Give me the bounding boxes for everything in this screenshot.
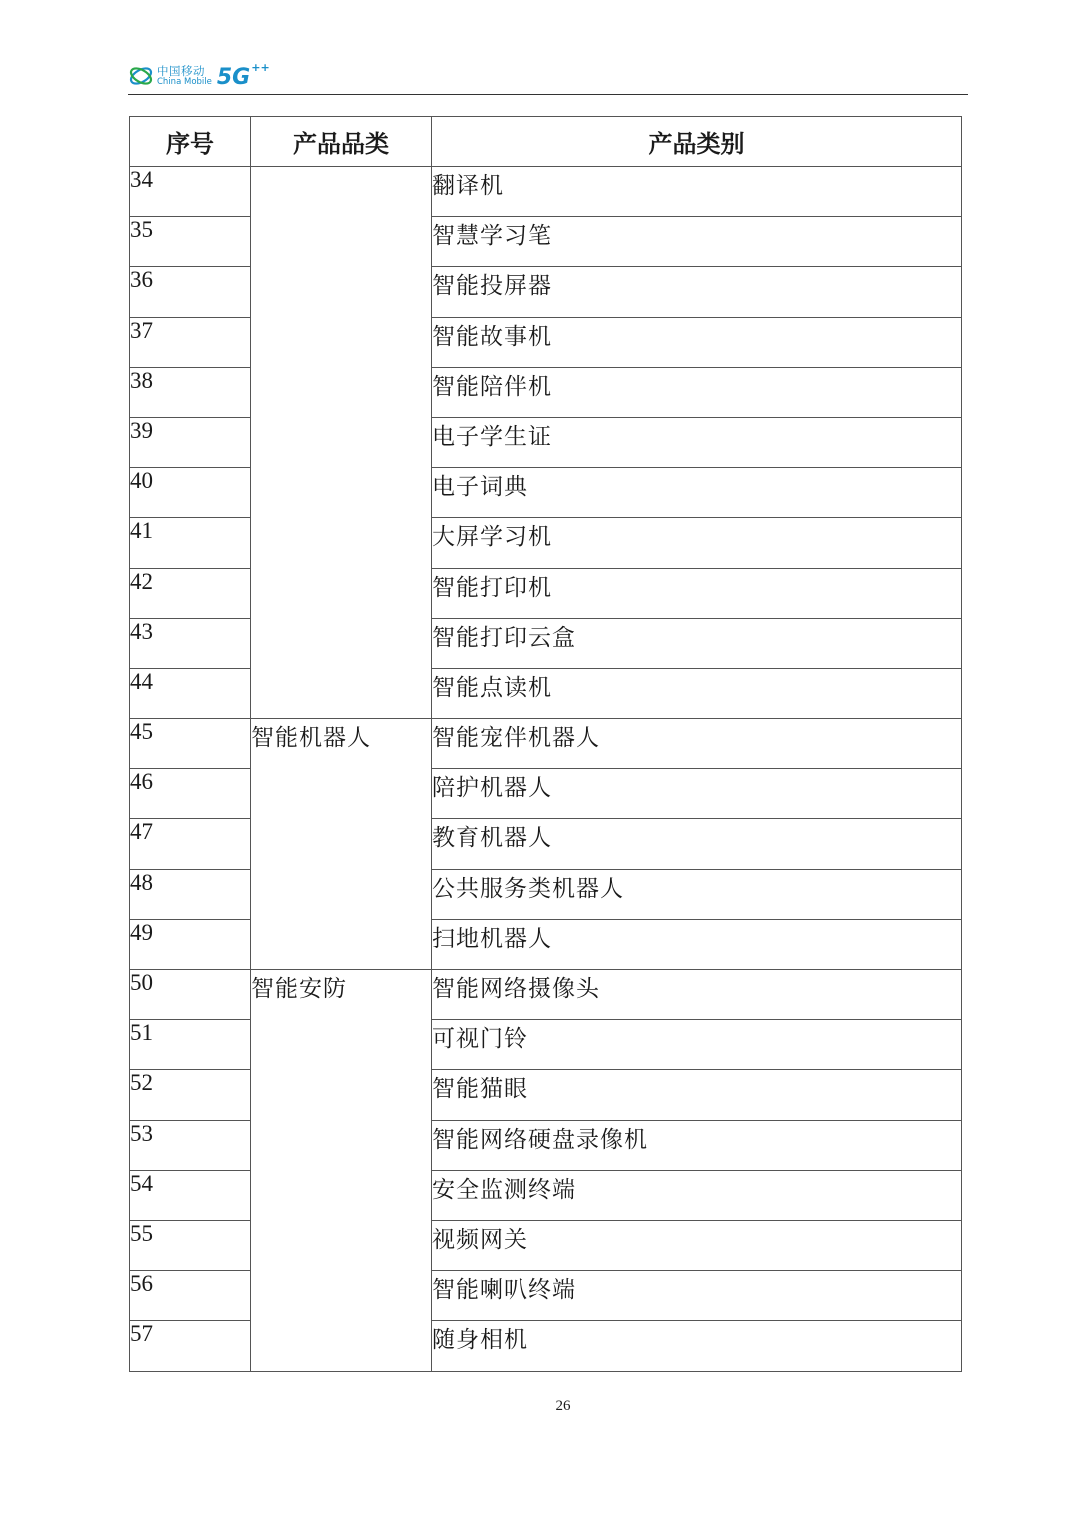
row-number: 44	[130, 668, 251, 718]
row-number: 54	[130, 1170, 251, 1220]
row-number: 37	[130, 317, 251, 367]
product-type-cell: 智能点读机	[432, 668, 962, 718]
product-type-cell: 扫地机器人	[432, 919, 962, 969]
row-number: 49	[130, 919, 251, 969]
product-type-cell: 可视门铃	[432, 1020, 962, 1070]
product-type-cell: 智能打印云盒	[432, 618, 962, 668]
table-body	[130, 167, 962, 1372]
product-type-cell: 智能投屏器	[432, 267, 962, 317]
page-header	[128, 58, 968, 95]
row-number: 36	[130, 267, 251, 317]
row-number: 50	[130, 970, 251, 1020]
row-number: 52	[130, 1070, 251, 1120]
table-header-row	[130, 117, 962, 167]
row-number: 40	[130, 468, 251, 518]
product-type-cell: 智能陪伴机	[432, 367, 962, 417]
row-number: 53	[130, 1120, 251, 1170]
table-row	[130, 167, 962, 217]
row-number: 43	[130, 618, 251, 668]
logo-5g-plus: ++	[251, 61, 270, 75]
china-mobile-logo	[128, 60, 270, 92]
product-type-cell: 安全监测终端	[432, 1170, 962, 1220]
china-mobile-emblem-icon	[128, 63, 154, 89]
product-type-cell: 随身相机	[432, 1321, 962, 1371]
product-type-cell: 智能故事机	[432, 317, 962, 367]
row-number: 45	[130, 719, 251, 769]
row-number: 55	[130, 1220, 251, 1270]
product-type-cell: 智能猫眼	[432, 1070, 962, 1120]
product-type-cell: 教育机器人	[432, 819, 962, 869]
row-number: 46	[130, 769, 251, 819]
product-type-cell: 智慧学习笔	[432, 217, 962, 267]
product-type-cell: 智能网络硬盘录像机	[432, 1120, 962, 1170]
product-type-cell: 公共服务类机器人	[432, 869, 962, 919]
row-number: 38	[130, 367, 251, 417]
column-header-category: 产品品类	[251, 117, 432, 167]
product-category-cell: 智能机器人	[251, 719, 432, 970]
row-number: 47	[130, 819, 251, 869]
logo-5g-text: 5G	[216, 64, 251, 90]
product-type-cell: 视频网关	[432, 1220, 962, 1270]
column-header-type: 产品类别	[432, 117, 962, 167]
row-number: 57	[130, 1321, 251, 1371]
row-number: 56	[130, 1271, 251, 1321]
product-category-cell	[251, 167, 432, 719]
row-number: 48	[130, 869, 251, 919]
row-number: 41	[130, 518, 251, 568]
product-type-cell: 智能网络摄像头	[432, 970, 962, 1020]
logo-5g-mark	[216, 61, 270, 90]
table-row	[130, 719, 962, 769]
page-number: 26	[555, 1398, 571, 1414]
product-type-cell: 电子词典	[432, 468, 962, 518]
row-number: 51	[130, 1020, 251, 1070]
row-number: 35	[130, 217, 251, 267]
row-number: 34	[130, 167, 251, 217]
product-type-cell: 智能打印机	[432, 568, 962, 618]
column-header-number: 序号	[130, 117, 251, 167]
product-type-cell: 陪护机器人	[432, 769, 962, 819]
table-row	[130, 970, 962, 1020]
product-type-cell: 翻译机	[432, 167, 962, 217]
product-table	[129, 116, 962, 1372]
logo-english-text: China Mobile	[157, 77, 212, 87]
product-type-cell: 电子学生证	[432, 417, 962, 467]
product-category-cell: 智能安防	[251, 970, 432, 1372]
product-type-cell: 智能喇叭终端	[432, 1271, 962, 1321]
logo-chinese-text: 中国移动	[157, 63, 205, 78]
product-type-cell: 大屏学习机	[432, 518, 962, 568]
product-type-cell: 智能宠伴机器人	[432, 719, 962, 769]
row-number: 39	[130, 417, 251, 467]
row-number: 42	[130, 568, 251, 618]
